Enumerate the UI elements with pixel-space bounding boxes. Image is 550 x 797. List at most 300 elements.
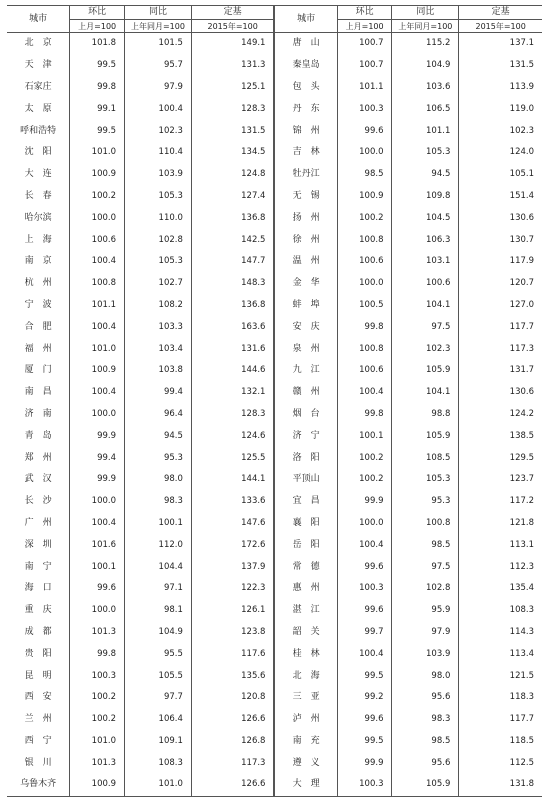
price-index-table-container <box>7 5 542 797</box>
yoy-value-left: 102.8 <box>125 229 192 251</box>
yoy-value-right: 101.1 <box>392 120 459 142</box>
table-row <box>7 273 542 295</box>
city-name-right: 九 江 <box>274 360 337 382</box>
mom-value-left: 100.4 <box>70 316 125 338</box>
city-name-left: 厦 门 <box>7 360 70 382</box>
yoy-value-left: 108.2 <box>125 295 192 317</box>
city-name-left: 哈尔滨 <box>7 207 70 229</box>
yoy-value-right: 104.1 <box>392 382 459 404</box>
table-row <box>7 600 542 622</box>
table-row <box>7 33 542 55</box>
table-row <box>7 98 542 120</box>
yoy-value-right: 109.8 <box>392 186 459 208</box>
city-name-right: 丹 东 <box>274 98 337 120</box>
table-row <box>7 251 542 273</box>
yoy-value-right: 95.6 <box>392 687 459 709</box>
table-row <box>7 338 542 360</box>
base-value-left: 149.1 <box>191 33 274 55</box>
mom-value-right: 99.6 <box>337 709 392 731</box>
city-name-left: 兰 州 <box>7 709 70 731</box>
city-name-right: 吉 林 <box>274 142 337 164</box>
base-value-left: 147.6 <box>191 513 274 535</box>
yoy-value-left: 101.0 <box>125 774 192 796</box>
mom-value-left: 100.9 <box>70 164 125 186</box>
yoy-value-left: 103.4 <box>125 338 192 360</box>
mom-value-left: 101.8 <box>70 33 125 55</box>
yoy-value-left: 97.1 <box>125 578 192 600</box>
base-value-left: 120.8 <box>191 687 274 709</box>
mom-value-right: 99.6 <box>337 120 392 142</box>
header-mom-sub-right: 上月=100 <box>337 20 392 33</box>
yoy-value-left: 95.3 <box>125 447 192 469</box>
mom-value-left: 100.0 <box>70 207 125 229</box>
header-city-right: 城市 <box>274 6 337 33</box>
table-row <box>7 731 542 753</box>
mom-value-left: 100.6 <box>70 229 125 251</box>
city-name-left: 广 州 <box>7 513 70 535</box>
mom-value-right: 99.5 <box>337 665 392 687</box>
base-value-right: 118.3 <box>509 692 534 703</box>
base-value-right: 117.3 <box>509 343 534 354</box>
table-row <box>7 665 542 687</box>
yoy-value-right: 104.9 <box>392 55 459 77</box>
yoy-value-right: 98.8 <box>392 404 459 426</box>
table-row <box>7 77 542 99</box>
table-row <box>7 556 542 578</box>
city-name-right: 锦 州 <box>274 120 337 142</box>
table-row <box>7 186 542 208</box>
yoy-value-right: 95.3 <box>392 491 459 513</box>
mom-value-left: 99.9 <box>70 425 125 447</box>
mom-value-right: 100.2 <box>337 469 392 491</box>
base-value-right: 113.4 <box>509 648 534 659</box>
table-row <box>7 382 542 404</box>
base-value-left: 128.3 <box>191 404 274 426</box>
base-value-right: 130.7 <box>509 234 534 245</box>
table-row <box>7 295 542 317</box>
city-name-right: 温 州 <box>274 251 337 273</box>
base-value-right: 131.5 <box>509 60 534 71</box>
mom-value-right: 100.2 <box>337 447 392 469</box>
yoy-value-right: 98.3 <box>392 709 459 731</box>
city-name-left: 南 宁 <box>7 556 70 578</box>
base-value-left: 125.1 <box>191 77 274 99</box>
yoy-value-right: 95.9 <box>392 600 459 622</box>
city-name-right: 遵 义 <box>274 752 337 774</box>
city-name-left: 海 口 <box>7 578 70 600</box>
city-name-left: 昆 明 <box>7 665 70 687</box>
base-value-right: 117.2 <box>509 496 534 507</box>
city-name-left: 乌鲁木齐 <box>7 774 70 796</box>
base-value-right: 130.6 <box>509 212 534 223</box>
mom-value-right: 99.9 <box>337 491 392 513</box>
yoy-value-left: 104.9 <box>125 622 192 644</box>
mom-value-right: 100.3 <box>337 98 392 120</box>
city-name-left: 深 圳 <box>7 534 70 556</box>
city-name-left: 太 原 <box>7 98 70 120</box>
base-value-right: 124.0 <box>509 147 534 158</box>
mom-value-left: 99.5 <box>70 55 125 77</box>
yoy-value-right: 98.0 <box>392 665 459 687</box>
mom-value-left: 100.2 <box>70 687 125 709</box>
base-value-left: 144.1 <box>191 469 274 491</box>
base-value-left: 126.8 <box>191 731 274 753</box>
base-value-left: 126.1 <box>191 600 274 622</box>
base-value-right: 130.6 <box>509 387 534 398</box>
mom-value-right: 99.9 <box>337 752 392 774</box>
yoy-value-left: 95.5 <box>125 643 192 665</box>
yoy-value-left: 103.3 <box>125 316 192 338</box>
yoy-value-right: 102.3 <box>392 338 459 360</box>
base-value-left: 136.8 <box>191 295 274 317</box>
mom-value-left: 100.4 <box>70 382 125 404</box>
base-value-right: 151.4 <box>509 190 534 201</box>
table-row <box>7 513 542 535</box>
city-name-right: 惠 州 <box>274 578 337 600</box>
city-name-left: 长 春 <box>7 186 70 208</box>
header-base-sub-left: 2015年=100 <box>191 20 274 33</box>
city-name-left: 合 肥 <box>7 316 70 338</box>
base-value-right: 102.3 <box>509 125 534 136</box>
table-row <box>7 404 542 426</box>
header-mom-sub-left: 上月=100 <box>70 20 125 33</box>
base-value-right: 138.5 <box>509 430 534 441</box>
city-name-left: 郑 州 <box>7 447 70 469</box>
base-value-left: 117.3 <box>191 752 274 774</box>
yoy-value-left: 106.4 <box>125 709 192 731</box>
mom-value-left: 100.8 <box>70 273 125 295</box>
yoy-value-right: 98.5 <box>392 534 459 556</box>
header-base-left: 定基 <box>191 6 274 20</box>
mom-value-left: 100.4 <box>70 513 125 535</box>
header-yoy-sub-left: 上年同月=100 <box>125 20 192 33</box>
yoy-value-right: 105.3 <box>392 469 459 491</box>
base-value-left: 125.5 <box>191 447 274 469</box>
yoy-value-right: 103.1 <box>392 251 459 273</box>
yoy-value-left: 100.4 <box>125 98 192 120</box>
mom-value-right: 100.9 <box>337 186 392 208</box>
city-name-right: 岳 阳 <box>274 534 337 556</box>
table-body <box>7 33 542 797</box>
mom-value-left: 99.5 <box>70 120 125 142</box>
yoy-value-right: 100.8 <box>392 513 459 535</box>
yoy-value-left: 103.8 <box>125 360 192 382</box>
mom-value-left: 99.1 <box>70 98 125 120</box>
city-name-right: 三 亚 <box>274 687 337 709</box>
mom-value-left: 101.0 <box>70 338 125 360</box>
mom-value-right: 100.2 <box>337 207 392 229</box>
mom-value-left: 100.0 <box>70 600 125 622</box>
mom-value-right: 100.3 <box>337 774 392 796</box>
yoy-value-right: 100.6 <box>392 273 459 295</box>
city-name-left: 银 川 <box>7 752 70 774</box>
mom-value-right: 100.3 <box>337 578 392 600</box>
city-name-right: 安 庆 <box>274 316 337 338</box>
city-name-right: 济 宁 <box>274 425 337 447</box>
city-name-left: 石家庄 <box>7 77 70 99</box>
yoy-value-left: 101.5 <box>125 33 192 55</box>
base-value-right: 113.1 <box>509 539 534 550</box>
table-row <box>7 774 542 796</box>
mom-value-right: 99.7 <box>337 622 392 644</box>
yoy-value-left: 105.3 <box>125 251 192 273</box>
city-name-left: 贵 阳 <box>7 643 70 665</box>
header-city-left: 城市 <box>7 6 70 33</box>
city-name-left: 南 京 <box>7 251 70 273</box>
city-name-right: 平顶山 <box>274 469 337 491</box>
city-name-right: 韶 关 <box>274 622 337 644</box>
yoy-value-left: 112.0 <box>125 534 192 556</box>
city-name-left: 杭 州 <box>7 273 70 295</box>
mom-value-left: 101.3 <box>70 622 125 644</box>
yoy-value-right: 105.9 <box>392 425 459 447</box>
yoy-value-left: 102.3 <box>125 120 192 142</box>
yoy-value-left: 96.4 <box>125 404 192 426</box>
city-name-right: 赣 州 <box>274 382 337 404</box>
city-name-left: 上 海 <box>7 229 70 251</box>
yoy-value-right: 94.5 <box>392 164 459 186</box>
base-value-left: 136.8 <box>191 207 274 229</box>
table-row <box>7 622 542 644</box>
city-name-left: 重 庆 <box>7 600 70 622</box>
table-row <box>7 207 542 229</box>
city-name-right: 扬 州 <box>274 207 337 229</box>
mom-value-left: 101.3 <box>70 752 125 774</box>
yoy-value-right: 105.9 <box>392 774 459 796</box>
base-value-right: 135.4 <box>509 583 534 594</box>
yoy-value-right: 97.5 <box>392 556 459 578</box>
yoy-value-right: 103.6 <box>392 77 459 99</box>
yoy-value-right: 105.9 <box>392 360 459 382</box>
table-row <box>7 578 542 600</box>
table-row <box>7 752 542 774</box>
base-value-left: 148.3 <box>191 273 274 295</box>
yoy-value-left: 110.4 <box>125 142 192 164</box>
mom-value-left: 100.9 <box>70 774 125 796</box>
base-value-right: 131.8 <box>459 774 542 796</box>
mom-value-right: 100.7 <box>337 33 392 55</box>
base-value-right: 129.5 <box>509 452 534 463</box>
mom-value-right: 100.4 <box>337 382 392 404</box>
yoy-value-left: 103.9 <box>125 164 192 186</box>
base-value-left: 123.8 <box>191 622 274 644</box>
yoy-value-left: 94.5 <box>125 425 192 447</box>
city-name-right: 大 理 <box>274 774 337 796</box>
base-value-left: 126.6 <box>191 774 274 796</box>
city-name-right: 桂 林 <box>274 643 337 665</box>
yoy-value-right: 106.3 <box>392 229 459 251</box>
table-row <box>7 709 542 731</box>
base-value-left: 131.6 <box>191 338 274 360</box>
header-mom-left: 环比 <box>70 6 125 20</box>
yoy-value-right: 97.5 <box>392 316 459 338</box>
yoy-value-right: 104.5 <box>392 207 459 229</box>
mom-value-right: 100.8 <box>337 229 392 251</box>
mom-value-right: 101.1 <box>337 77 392 99</box>
table-row <box>7 120 542 142</box>
table-row <box>7 360 542 382</box>
base-value-right: 118.5 <box>509 735 534 746</box>
city-name-left: 长 沙 <box>7 491 70 513</box>
base-value-left: 172.6 <box>191 534 274 556</box>
yoy-value-left: 98.3 <box>125 491 192 513</box>
mom-value-left: 99.6 <box>70 578 125 600</box>
header-yoy-sub-right: 上年同月=100 <box>392 20 459 33</box>
city-name-right: 唐 山 <box>274 33 337 55</box>
yoy-value-left: 109.1 <box>125 731 192 753</box>
mom-value-left: 99.8 <box>70 643 125 665</box>
yoy-value-right: 104.1 <box>392 295 459 317</box>
base-value-left: 142.5 <box>191 229 274 251</box>
city-name-right: 牡丹江 <box>274 164 337 186</box>
mom-value-right: 100.0 <box>337 142 392 164</box>
base-value-right: 112.5 <box>509 757 534 768</box>
city-name-left: 青 岛 <box>7 425 70 447</box>
city-name-left: 天 津 <box>7 55 70 77</box>
yoy-value-left: 95.7 <box>125 55 192 77</box>
city-name-right: 襄 阳 <box>274 513 337 535</box>
mom-value-left: 101.0 <box>70 142 125 164</box>
mom-value-right: 100.4 <box>337 643 392 665</box>
yoy-value-left: 97.7 <box>125 687 192 709</box>
table-row <box>7 469 542 491</box>
yoy-value-left: 98.0 <box>125 469 192 491</box>
base-value-right: 113.9 <box>509 81 534 92</box>
base-value-right: 121.8 <box>509 517 534 528</box>
base-value-right: 105.1 <box>509 169 534 180</box>
yoy-value-right: 97.9 <box>392 622 459 644</box>
base-value-left: 117.6 <box>191 643 274 665</box>
city-name-right: 湛 江 <box>274 600 337 622</box>
table-row <box>7 491 542 513</box>
base-value-right: 123.7 <box>509 474 534 485</box>
mom-value-left: 101.1 <box>70 295 125 317</box>
city-name-right: 无 锡 <box>274 186 337 208</box>
city-name-left: 沈 阳 <box>7 142 70 164</box>
table-row <box>7 425 542 447</box>
base-value-right: 131.7 <box>509 365 534 376</box>
city-name-left: 呼和浩特 <box>7 120 70 142</box>
mom-value-left: 100.0 <box>70 491 125 513</box>
table-row <box>7 687 542 709</box>
city-name-left: 西 宁 <box>7 731 70 753</box>
city-name-right: 泉 州 <box>274 338 337 360</box>
base-value-right: 117.9 <box>509 256 534 267</box>
yoy-value-left: 102.7 <box>125 273 192 295</box>
base-value-right: 117.7 <box>509 321 534 332</box>
city-name-right: 南 充 <box>274 731 337 753</box>
mom-value-right: 100.6 <box>337 360 392 382</box>
base-value-left: 137.9 <box>191 556 274 578</box>
mom-value-left: 101.6 <box>70 534 125 556</box>
base-value-left: 124.8 <box>191 164 274 186</box>
city-name-left: 大 连 <box>7 164 70 186</box>
mom-value-left: 99.9 <box>70 469 125 491</box>
base-value-right: 112.3 <box>509 561 534 572</box>
base-value-right: 121.5 <box>509 670 534 681</box>
city-name-right: 秦皇岛 <box>274 55 337 77</box>
header-base-sub-right: 2015年=100 <box>459 20 542 33</box>
base-value-right: 120.7 <box>509 278 534 289</box>
table-row <box>7 55 542 77</box>
mom-value-left: 99.8 <box>70 77 125 99</box>
table-row <box>7 229 542 251</box>
base-value-left: 131.3 <box>191 55 274 77</box>
header-mom-right: 环比 <box>337 6 392 20</box>
city-name-right: 洛 阳 <box>274 447 337 469</box>
mom-value-right: 100.8 <box>337 338 392 360</box>
city-name-left: 北 京 <box>7 33 70 55</box>
mom-value-right: 100.1 <box>337 425 392 447</box>
mom-value-left: 100.4 <box>70 251 125 273</box>
header-yoy-right: 同比 <box>392 6 459 20</box>
yoy-value-right: 95.6 <box>392 752 459 774</box>
mom-value-left: 100.2 <box>70 186 125 208</box>
yoy-value-right: 115.2 <box>392 33 459 55</box>
city-name-right: 包 头 <box>274 77 337 99</box>
mom-value-left: 100.9 <box>70 360 125 382</box>
mom-value-right: 99.8 <box>337 316 392 338</box>
yoy-value-right: 102.8 <box>392 578 459 600</box>
city-name-left: 南 昌 <box>7 382 70 404</box>
base-value-left: 132.1 <box>191 382 274 404</box>
base-value-left: 147.7 <box>191 251 274 273</box>
mom-value-right: 98.5 <box>337 164 392 186</box>
mom-value-right: 99.8 <box>337 404 392 426</box>
city-name-right: 北 海 <box>274 665 337 687</box>
base-value-left: 128.3 <box>191 98 274 120</box>
mom-value-right: 100.4 <box>337 534 392 556</box>
yoy-value-left: 99.4 <box>125 382 192 404</box>
header-base-right: 定基 <box>459 6 542 20</box>
table-row <box>7 447 542 469</box>
yoy-value-left: 110.0 <box>125 207 192 229</box>
base-value-left: 134.5 <box>191 142 274 164</box>
yoy-value-right: 106.5 <box>392 98 459 120</box>
base-value-left: 144.6 <box>191 360 274 382</box>
table-row <box>7 316 542 338</box>
base-value-right: 124.2 <box>509 408 534 419</box>
yoy-value-left: 98.1 <box>125 600 192 622</box>
base-value-right: 114.3 <box>509 626 534 637</box>
base-value-left: 135.6 <box>191 665 274 687</box>
table-row <box>7 643 542 665</box>
yoy-value-right: 98.5 <box>392 731 459 753</box>
mom-value-left: 99.4 <box>70 447 125 469</box>
city-name-right: 金 华 <box>274 273 337 295</box>
mom-value-right: 99.6 <box>337 600 392 622</box>
yoy-value-left: 97.9 <box>125 77 192 99</box>
city-name-left: 宁 波 <box>7 295 70 317</box>
city-name-left: 济 南 <box>7 404 70 426</box>
mom-value-right: 99.6 <box>337 556 392 578</box>
base-value-right: 119.0 <box>509 103 534 114</box>
base-value-left: 126.6 <box>191 709 274 731</box>
base-value-left: 133.6 <box>191 491 274 513</box>
mom-value-right: 100.0 <box>337 513 392 535</box>
yoy-value-left: 105.3 <box>125 186 192 208</box>
city-name-left: 武 汉 <box>7 469 70 491</box>
base-value-left: 163.6 <box>191 316 274 338</box>
base-value-left: 122.3 <box>191 578 274 600</box>
city-name-right: 常 德 <box>274 556 337 578</box>
table-row <box>7 142 542 164</box>
base-value-right: 137.1 <box>509 38 534 49</box>
base-value-right: 127.0 <box>509 299 534 310</box>
base-value-right: 108.3 <box>509 605 534 616</box>
mom-value-left: 100.2 <box>70 709 125 731</box>
base-value-right: 117.7 <box>509 714 534 725</box>
